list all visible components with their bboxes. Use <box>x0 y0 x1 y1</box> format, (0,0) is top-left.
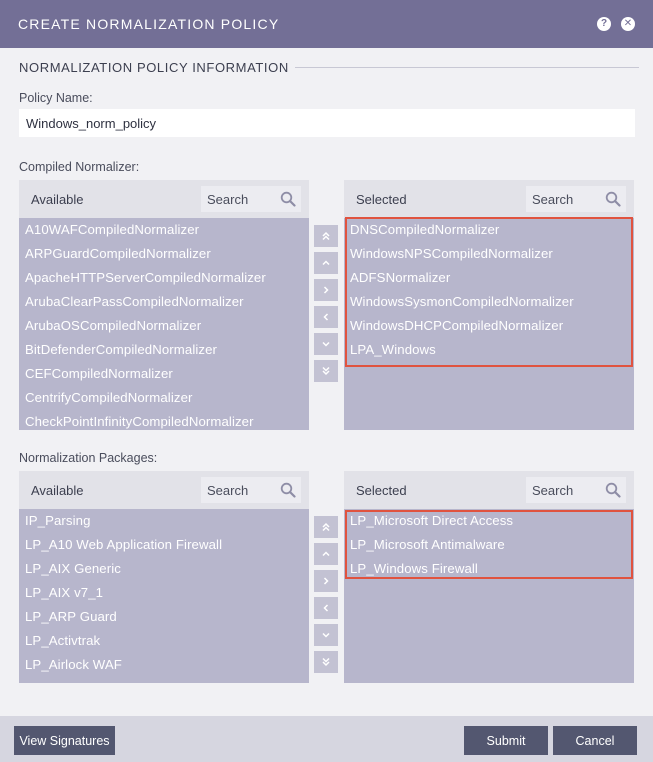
dialog-titlebar <box>0 0 653 48</box>
search-icon[interactable] <box>600 186 626 212</box>
search-box <box>526 477 626 503</box>
list-item[interactable]: WindowsDHCPCompiledNormalizer <box>350 318 564 333</box>
move-all-down-button[interactable] <box>314 360 338 382</box>
move-all-up-button[interactable] <box>314 516 338 538</box>
packages-selected-panel <box>344 471 634 683</box>
packages-available-list <box>19 509 309 683</box>
add-selected-button[interactable] <box>314 279 338 301</box>
list-item[interactable]: CEFCompiledNormalizer <box>25 366 173 381</box>
remove-selected-button[interactable] <box>314 597 338 619</box>
section-heading <box>19 60 639 75</box>
list-item[interactable]: ArubaOSCompiledNormalizer <box>25 318 202 333</box>
list-item[interactable]: LP_AIX v7_1 <box>25 585 104 600</box>
compiled-selected-search-input[interactable] <box>526 186 600 212</box>
section-divider <box>295 67 639 68</box>
panel-header <box>344 471 634 509</box>
submit-button[interactable]: Submit <box>464 726 548 755</box>
list-item[interactable]: ArubaClearPassCompiledNormalizer <box>25 294 244 309</box>
list-item[interactable]: LP_A10 Web Application Firewall <box>25 537 223 552</box>
compiled-selected-panel <box>344 180 634 430</box>
compiled-transfer-controls <box>314 225 338 382</box>
list-item[interactable]: WindowsNPSCompiledNormalizer <box>350 246 553 261</box>
list-item[interactable]: IP_Parsing <box>25 513 91 528</box>
packages-selected-search-input[interactable] <box>526 477 600 503</box>
move-all-down-button[interactable] <box>314 651 338 673</box>
help-icon[interactable]: ? <box>597 17 611 31</box>
move-down-button[interactable] <box>314 333 338 355</box>
dialog-footer <box>0 716 653 762</box>
packages-transfer-controls <box>314 516 338 673</box>
search-box <box>526 186 626 212</box>
policy-name-label: Policy Name: <box>19 91 93 105</box>
list-item[interactable]: ARPGuardCompiledNormalizer <box>25 246 211 261</box>
move-all-up-button[interactable] <box>314 225 338 247</box>
list-item[interactable]: ADFSNormalizer <box>350 270 451 285</box>
panel-title: Selected <box>356 191 407 207</box>
close-icon[interactable]: ✕ <box>621 17 635 31</box>
packages-available-search-input[interactable] <box>201 477 275 503</box>
search-icon[interactable] <box>275 186 301 212</box>
panel-title: Available <box>31 482 84 498</box>
packages-available-panel <box>19 471 309 683</box>
panel-header <box>19 180 309 218</box>
list-item[interactable]: LP_Windows Firewall <box>350 561 478 576</box>
search-icon[interactable] <box>600 477 626 503</box>
compiled-selected-list <box>344 218 634 430</box>
list-item[interactable]: ApacheHTTPServerCompiledNormalizer <box>25 270 266 285</box>
panel-title: Available <box>31 191 84 207</box>
move-up-button[interactable] <box>314 252 338 274</box>
list-item[interactable]: WindowsSysmonCompiledNormalizer <box>350 294 574 309</box>
panel-header <box>19 471 309 509</box>
list-item[interactable]: DNSCompiledNormalizer <box>350 222 500 237</box>
list-item[interactable]: LP_Microsoft Antimalware <box>350 537 505 552</box>
compiled-available-list <box>19 218 309 430</box>
compiled-available-search-input[interactable] <box>201 186 275 212</box>
list-item[interactable]: LP_Activtrak <box>25 633 101 648</box>
list-item[interactable]: CentrifyCompiledNormalizer <box>25 390 193 405</box>
add-selected-button[interactable] <box>314 570 338 592</box>
panel-title: Selected <box>356 482 407 498</box>
cancel-button[interactable]: Cancel <box>553 726 637 755</box>
list-item[interactable]: CheckPointInfinityCompiledNormalizer <box>25 414 254 429</box>
list-item[interactable]: LP_AIX Generic <box>25 561 121 576</box>
list-item[interactable]: LP_ARP Guard <box>25 609 117 624</box>
list-item[interactable]: BitDefenderCompiledNormalizer <box>25 342 217 357</box>
search-box <box>201 186 301 212</box>
compiled-normalizer-label: Compiled Normalizer: <box>19 160 140 174</box>
remove-selected-button[interactable] <box>314 306 338 328</box>
dialog-title: CREATE NORMALIZATION POLICY <box>18 16 280 32</box>
policy-name-input[interactable] <box>19 109 635 137</box>
normalization-packages-label: Normalization Packages: <box>19 451 158 465</box>
list-item[interactable]: LP_Airlock WAF <box>25 657 122 672</box>
move-down-button[interactable] <box>314 624 338 646</box>
list-item[interactable]: A10WAFCompiledNormalizer <box>25 222 200 237</box>
packages-selected-list <box>344 509 634 683</box>
list-item[interactable]: LPA_Windows <box>350 342 436 357</box>
list-item[interactable]: LP_Microsoft Direct Access <box>350 513 514 528</box>
compiled-available-panel <box>19 180 309 430</box>
search-icon[interactable] <box>275 477 301 503</box>
search-box <box>201 477 301 503</box>
section-title: NORMALIZATION POLICY INFORMATION <box>19 60 289 75</box>
move-up-button[interactable] <box>314 543 338 565</box>
view-signatures-button[interactable]: View Signatures <box>14 726 115 755</box>
panel-header <box>344 180 634 218</box>
titlebar-icons <box>597 17 635 31</box>
